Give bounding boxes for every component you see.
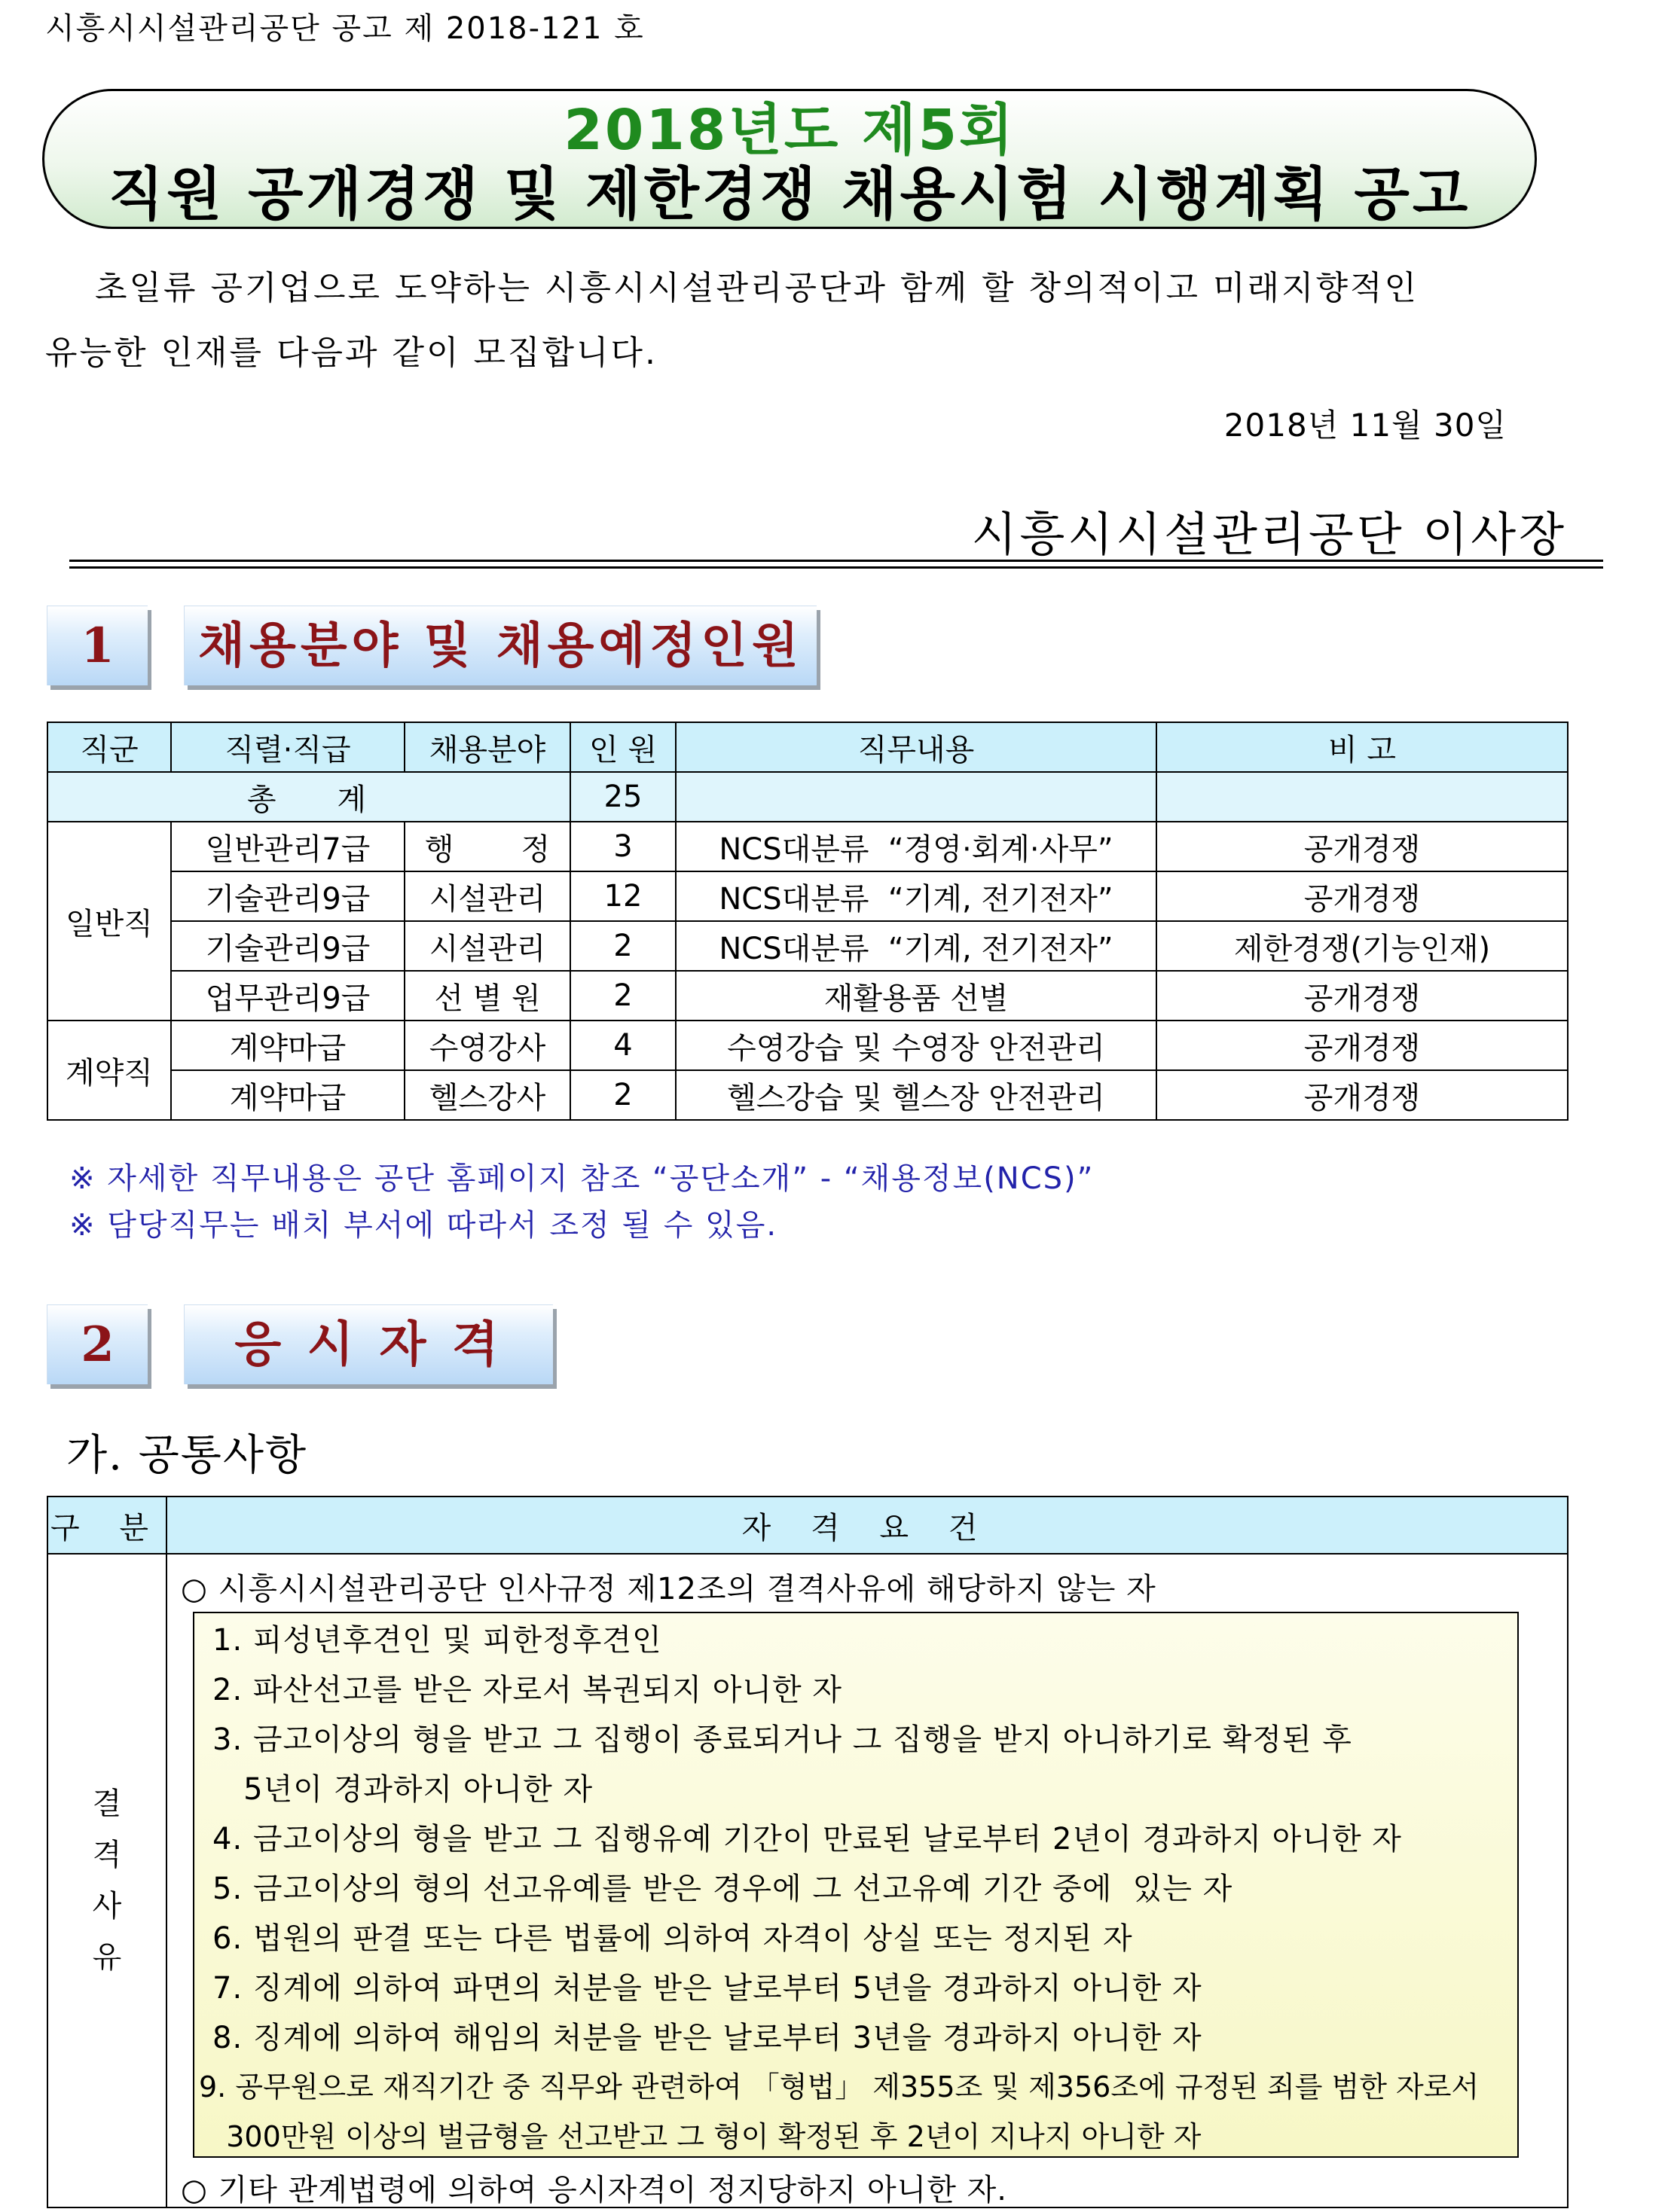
grade-cell: 업무관리9급 — [171, 971, 405, 1021]
tail-condition: ○ 기타 관계법령에 의하여 응시자격이 정지당하지 아니한 자. — [181, 2173, 1007, 2207]
signer: 시흥시시설관리공단 이사장 — [971, 507, 1567, 562]
list-item: 8. 징계에 의하여 해임의 처분을 받은 날로부터 3년을 경과하지 아니한 자 — [212, 2021, 1202, 2055]
table-header-row — [47, 722, 1568, 772]
disqualification-box — [193, 1612, 1519, 2158]
grade-cell: 기술관리9급 — [171, 921, 405, 971]
list-item: 5년이 경과하지 아니한 자 — [212, 1772, 594, 1807]
category-char: 결 — [92, 1786, 122, 1821]
note-cell: 공개경쟁 — [1156, 1021, 1568, 1070]
field-cell: 헬스강사 — [405, 1070, 570, 1120]
category-cell — [47, 1554, 166, 2207]
list-item: 4. 금고이상의 형을 받고 그 집행유예 기간이 만료된 날로부터 2년이 경과하지 아니한 자 — [212, 1822, 1402, 1857]
table-row — [47, 822, 1568, 871]
table-row — [47, 1070, 1568, 1120]
table-row — [47, 871, 1568, 921]
list-item: 7. 징계에 의하여 파면의 처분을 받은 날로부터 5년을 경과하지 아니한 자 — [212, 1971, 1202, 2006]
section1-title: 채용분야 및 채용예정인원 — [184, 606, 817, 685]
grade-cell: 일반관리7급 — [171, 822, 405, 871]
total-note — [1156, 772, 1568, 822]
list-item: 2. 파산선고를 받은 자로서 복권되지 아니한 자 — [212, 1673, 842, 1707]
note-line: ※ 자세한 직무내용은 공단 홈페이지 참조 “공단소개” - “채용정보(NCS)” — [69, 1161, 1095, 1196]
duty-cell: 재활용품 선별 — [676, 971, 1156, 1021]
total-count: 25 — [570, 772, 676, 822]
group-cell: 일반직 — [47, 822, 171, 1021]
table-row — [47, 1021, 1568, 1070]
duty-cell: 헬스강습 및 헬스장 안전관리 — [676, 1070, 1156, 1120]
section2-title: 응 시 자 격 — [184, 1304, 553, 1384]
title-line1: 2018년도 제5회 — [564, 98, 1016, 163]
col-header-group: 직군 — [47, 722, 171, 772]
note-cell: 공개경쟁 — [1156, 971, 1568, 1021]
total-duty — [676, 772, 1156, 822]
category-char: 격 — [92, 1838, 122, 1872]
title-line2: 직원 공개경쟁 및 제한경쟁 채용시험 시행계획 공고 — [108, 160, 1471, 227]
table-header-row — [47, 1497, 1568, 1554]
field-cell: 시설관리 — [405, 871, 570, 921]
grade-cell: 기술관리9급 — [171, 871, 405, 921]
field-cell: 행 정 — [405, 822, 570, 871]
notice-number: 시흥시시설관리공단 공고 제 2018-121 호 — [45, 11, 645, 46]
list-item: 6. 법원의 판결 또는 다른 법률에 의하여 자격이 상실 또는 정지된 자 — [212, 1921, 1133, 1956]
count-cell: 3 — [570, 822, 676, 871]
list-item: 3. 금고이상의 형을 받고 그 집행이 종료되거나 그 집행을 받지 아니하기로 확정된 후 — [212, 1722, 1352, 1757]
col-header-category: 구 분 — [47, 1497, 166, 1554]
section2-subtitle: 가. 공통사항 — [66, 1431, 308, 1480]
note-cell: 제한경쟁(기능인재) — [1156, 921, 1568, 971]
note-cell: 공개경쟁 — [1156, 822, 1568, 871]
count-cell: 2 — [570, 971, 676, 1021]
duty-cell: 수영강습 및 수영장 안전관리 — [676, 1021, 1156, 1070]
qualification-table — [47, 1496, 1569, 2208]
intro-paragraph — [45, 256, 1582, 386]
grade-cell: 계약마급 — [171, 1070, 405, 1120]
requirements-cell — [166, 1554, 1568, 2207]
list-item: 1. 피성년후견인 및 피한정후견인 — [212, 1623, 662, 1658]
count-cell: 2 — [570, 921, 676, 971]
count-cell: 12 — [570, 871, 676, 921]
col-header-field: 채용분야 — [405, 722, 570, 772]
col-header-note: 비 고 — [1156, 722, 1568, 772]
col-header-duty: 직무내용 — [676, 722, 1156, 772]
total-label: 총 계 — [47, 772, 570, 822]
section2-number: 2 — [47, 1304, 148, 1384]
section1-notes — [69, 1155, 1094, 1249]
table-row — [47, 971, 1568, 1021]
list-item: 300만원 이상의 벌금형을 선고받고 그 형이 확정된 후 2년이 지나지 아니한 자 — [199, 2120, 1202, 2153]
section1-number: 1 — [47, 606, 148, 685]
notice-date: 2018년 11월 30일 — [1223, 407, 1507, 444]
intro-line1: 초일류 공기업으로 도약하는 시흥시시설관리공단과 함께 할 창의적이고 미래지향적인 — [95, 269, 1419, 307]
table-row — [47, 1554, 1568, 2207]
group-cell: 계약직 — [47, 1021, 171, 1120]
duty-cell: NCS대분류 “경영·회계·사무” — [676, 822, 1156, 871]
note-line: ※ 담당직무는 배치 부서에 따라서 조정 될 수 있음. — [69, 1208, 778, 1243]
col-header-count: 인 원 — [570, 722, 676, 772]
note-cell: 공개경쟁 — [1156, 1070, 1568, 1120]
lead-condition: ○ 시흥시시설관리공단 인사규정 제12조의 결격사유에 해당하지 않는 자 — [181, 1572, 1156, 1606]
field-cell: 수영강사 — [405, 1021, 570, 1070]
table-row — [47, 921, 1568, 971]
category-char: 유 — [92, 1940, 122, 1975]
col-header-requirements: 자 격 요 건 — [166, 1497, 1568, 1554]
duty-cell: NCS대분류 “기계, 전기전자” — [676, 871, 1156, 921]
count-cell: 4 — [570, 1021, 676, 1070]
grade-cell: 계약마급 — [171, 1021, 405, 1070]
divider-rule-2 — [69, 566, 1603, 569]
field-cell: 선 별 원 — [405, 971, 570, 1021]
title-banner — [42, 89, 1537, 229]
note-cell: 공개경쟁 — [1156, 871, 1568, 921]
divider-rule — [69, 560, 1603, 562]
count-cell: 2 — [570, 1070, 676, 1120]
duty-cell: NCS대분류 “기계, 전기전자” — [676, 921, 1156, 971]
list-item: 9. 공무원으로 재직기간 중 직무와 관련하여 「형법」 제355조 및 제356조에 규정된 죄를 범한 자로서 — [199, 2070, 1480, 2104]
field-cell: 시설관리 — [405, 921, 570, 971]
total-row — [47, 772, 1568, 822]
recruitment-table — [47, 722, 1569, 1121]
intro-line2: 유능한 인재를 다음과 같이 모집합니다. — [45, 334, 658, 372]
category-char: 사 — [92, 1889, 122, 1924]
list-item: 5. 금고이상의 형의 선고유예를 받은 경우에 그 선고유예 기간 중에 있는 자 — [212, 1872, 1233, 1906]
col-header-grade: 직렬·직급 — [171, 722, 405, 772]
